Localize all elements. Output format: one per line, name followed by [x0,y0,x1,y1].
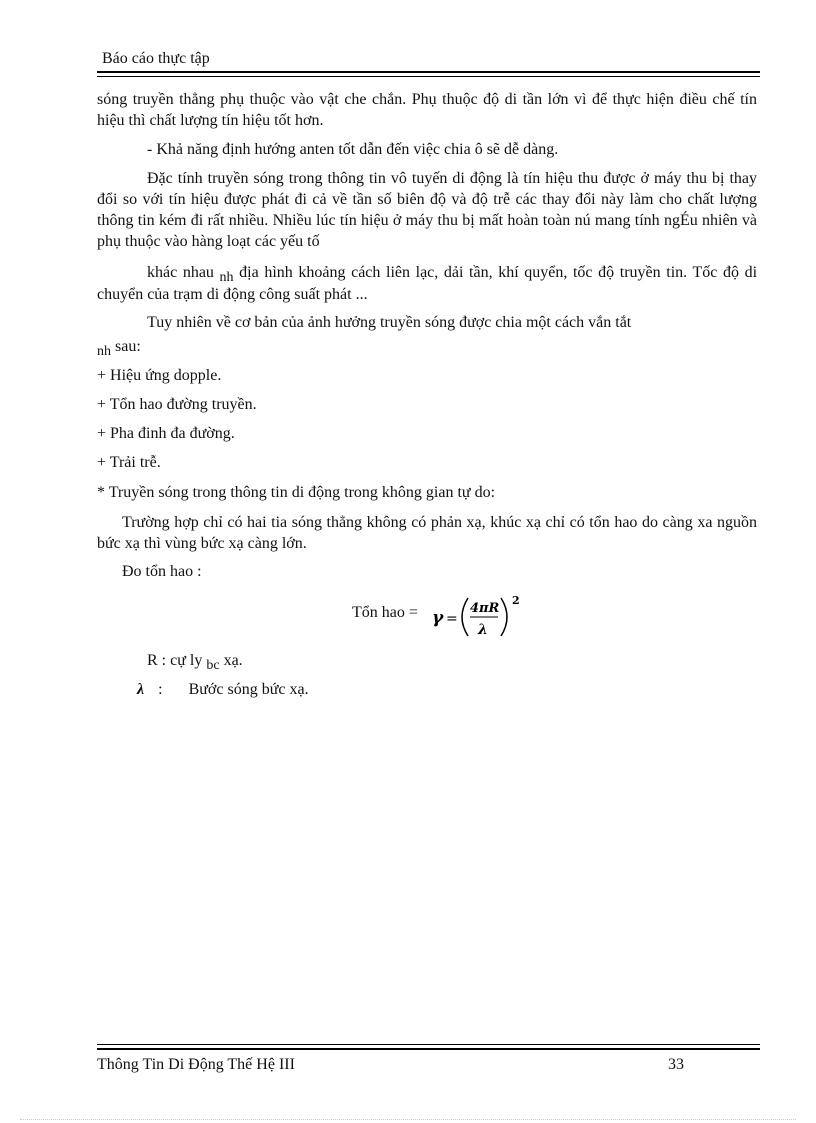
definition-lambda [137,679,757,700]
paragraph-4-start: khác nhau [147,264,214,281]
formula-equals: = [446,611,458,627]
page-edge-dotted-line [20,1119,796,1120]
footer-rule-thin [97,1044,760,1045]
paragraph-5: Tuy nhiên về cơ bản của ảnh hưởng truyền sóng được chia một cách vắn tắt [147,314,632,331]
formula-left-paren [462,598,468,636]
definition-r-bc: bc [206,658,220,673]
lambda-symbol: λ [137,681,145,698]
formula-label: Tổn hao = [352,604,418,621]
list-item: + Pha đinh đa đường. [97,425,235,442]
paragraph-3: Đặc tính truyền sóng trong thông tin vô tuyến di động là tín hiệu thu được ở máy thu bị thay đổi so với tín hiệu được phát đi cả về tần số biên độ và độ trễ các thay đổi này làm cho chất lượng thông tin kém đi rất nhiều. Nhiều lúc tín hiệu ở máy thu bị mất hoàn toàn nú mang tính ngÉu nhiên và phụ thuộc vào hàng loạt các yếu tố [97,170,757,250]
formula-gamma: γ [432,608,444,628]
footer-title: Thông Tin Di Động Thế Hệ III [97,1056,295,1073]
paragraph-8: Đo tổn hao : [122,563,202,580]
definition-r [147,650,757,672]
paragraph-4 [97,262,757,305]
footer-rule-thick [97,1048,760,1050]
definitions [97,650,757,710]
loss-formula [352,594,527,640]
list-item: + Tổn hao đường truyền. [97,396,257,413]
paragraph-5-nh: nh [97,344,111,359]
header-rule-thick [97,71,760,73]
paragraph-7: Trường hợp chỉ có hai tia sóng thẳng không có phản xạ, khúc xạ chỉ có tổn hao do càng xa nguồn bức xạ thì vùng bức xạ càng lớn. [97,514,757,552]
definition-r-end: xạ. [223,652,243,669]
paragraph-5-end [97,336,757,358]
list-item: + Hiệu ứng dopple. [97,367,222,384]
header-rule-thin [97,76,760,77]
definition-r-start: R : cự ly [147,652,203,669]
paragraph-1: sóng truyền thẳng phụ thuộc vào vật che chắn. Phụ thuộc độ di tần lớn vì để thực hiện điều chế tín hiệu thì chất lượng tín hiệu tốt hơn. [97,91,757,129]
lambda-colon: : [158,681,163,698]
paragraph-4-nh: nh [219,270,234,285]
formula-denominator: λ [478,622,488,638]
paragraph-5-sau: sau: [115,338,141,355]
paragraph-4-rest: địa hình khoảng cách liên lạc, dải tần, khí quyển, tốc độ truyền tin. Tốc độ di chuyển của trạm di động công suất phát ... [97,264,758,303]
formula-exponent: 2 [512,594,520,607]
list-item: + Trải trễ. [97,454,161,471]
formula-numerator: 4πR [470,601,500,616]
paragraph-6: * Truyền sóng trong thông tin di động trong không gian tự do: [97,484,496,501]
formula-expression [426,594,526,640]
lambda-definition: Bước sóng bức xạ. [188,681,309,698]
page-number: 33 [668,1056,684,1073]
paragraph-2: - Khả năng định hướng anten tốt dẫn đến việc chia ô sẽ dễ dàng. [147,141,559,158]
formula-right-paren [501,598,507,636]
header-title: Báo cáo thực tập [102,50,210,67]
